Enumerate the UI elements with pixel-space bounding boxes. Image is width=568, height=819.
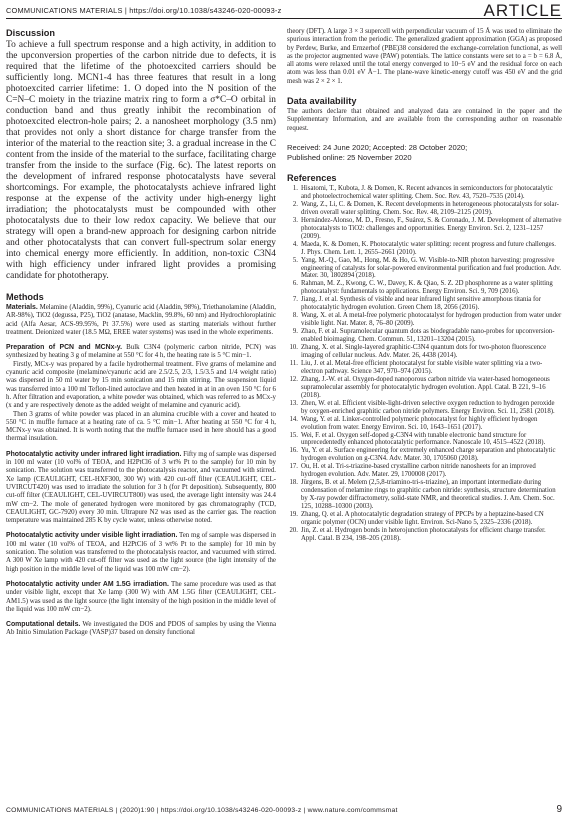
received-accepted-date: Received: 24 June 2020; Accepted: 28 October 2020; [287, 142, 468, 152]
reference-text: Wei, F. et al. Oxygen self-doped g-C3N4 with tunable electronic band structure for unprecedentedly enhanced photocatalytic performance. Nanoscale 10, 4515–4522 (2018). [301, 431, 546, 447]
reference-text: Rahman, M. Z., Kwong, C. W., Davey, K. & Qiao, S. Z. 2D phosphorene as a water splitting photocatalyst: fundamentals to applications. Energy Environ. Sci. 9, 709 (2016). [301, 280, 553, 296]
page-header [0, 0, 568, 24]
reference-number: 4. [292, 240, 298, 248]
reference-number: 8. [292, 312, 298, 320]
reference-item [287, 280, 562, 296]
header-rule [6, 18, 562, 19]
computational-title: Computational details. [6, 621, 81, 629]
reference-number: 14. [289, 415, 298, 423]
reference-item [287, 217, 562, 241]
reference-text: Wang, Y. et al. Linker-controlled polymeric photocatalyst for highly efficient hydrogen evolution from water. Energy Environ. Sci. 10, 1643–1651 (2017). [301, 415, 538, 431]
published-date: Published online: 25 November 2020 [287, 152, 412, 162]
reference-item [287, 201, 562, 217]
preparation-text: Bulk C3N4 (polymeric carbon nitride, PCN) was synthesized by heating 3 g of melamine at 550 °C for 4 h, the heating rate is 5 °C min−1. [6, 344, 276, 360]
reference-text: Yang, M.-Q., Gao, M., Hong, M. & Ho, G. W. Visible-to-NIR photon harvesting: progressive engineering of catalysts for solar-powered environmental purification and fuel production. Adv. Mater. 30, 1802894 (2018). [301, 256, 561, 280]
reference-item [287, 400, 562, 416]
reference-text: Jin, Z. et al. Hydrogen bonds in heterojunction photocatalysts for efficient charge transfer. Appl. Catal. B 234, 198–205 (2018). [301, 526, 546, 542]
reference-text: Wang, Z., Li, C. & Domen, K. Recent developments in heterogeneous photocatalysts for solar-driven overall water splitting. Chem. Soc. Rev. 48, 2109–2125 (2019). [301, 200, 559, 216]
discussion-text: To achieve a full spectrum response and a high activity, in addition to the upconversion properties of the carbon nitride due to defects, it is required that the lifetime of the photoexcited carriers should be sufficiently long. MCN1-4 has three features that result in a long photoexcited carrier lifetime: 1. O doped into the N position of the C=N–C moiety in the triazine matrix ring to form a σ*C–O orbital in conduction band and thus greatly inhibit the recombination of photoexcited electron-hole pairs; 2. a nanosheet morphology (3.5 nm) that provides not only a short distance for charge transfer from the interior of the material to the reaction site; 3. a gradual increase in the C content from the inside of the material to the surface, facilitating charge transfer from the inside to the surface (Fig. 6c). The latest reports on the development of infrared response photocatalysts have several shortcomings. For example, the photocatalysts achieve infrared light response at the expense of the activity under high-energy light irradiation; the photocatalysts must be compounded with other photocatalysts due to their low redox capacity. We believe that our strategy will open a brand-new approach for designing carbon nitride and other photocatalysts that can convert full-spectrum solar energy into chemical energy more efficiently. In addition, non-toxic C3N4 with high efficiency under infrared light provides a promising candidate for phototherapy. [6, 40, 276, 281]
reference-number: 1. [292, 184, 298, 192]
computational-paragraph [6, 621, 276, 638]
visible-activity-paragraph [6, 532, 276, 573]
reference-item [287, 185, 562, 201]
reference-text: Hernández-Alonso, M. D., Fresno, F., Suárez, S. & Coronado, J. M. Development of alternative photocatalysts to TiO2: challenges and opportunities. Energy Environ. Sci. 2, 1231–1257 (2009). [301, 216, 562, 240]
reference-text: Maeda, K. & Domen, K. Photocatalytic water splitting: recent progress and future challenges. J. Phys. Chem. Lett. 1, 2655–2661 (2010). [301, 240, 556, 256]
materials-title: Materials. [6, 304, 38, 311]
reference-item [287, 344, 562, 360]
reference-text: Hisatomi, T., Kubota, J. & Domen, K. Recent advances in semiconductors for photocatalytic and photoelectrochemical water splitting. Chem. Soc. Rev. 43, 7520–7535 (2014). [301, 184, 553, 200]
computational-text: We investigated the DOS and PDOS of samples by using the Vienna Ab Initio Simulation Package (VASP)37 based on density functional [6, 621, 277, 637]
reference-item [287, 257, 562, 281]
page-number: 9 [556, 804, 562, 815]
reference-number: 5. [292, 256, 298, 264]
discussion-heading: Discussion [6, 28, 56, 38]
reference-number: 19. [289, 511, 298, 519]
reference-item [287, 447, 562, 463]
materials-text: Melamine (Aladdin, 99%), Cyanuric acid (Aladdin, 98%), Triethanolamine (Aladdin, AR-98%), TiO2 (degussa, P25), TiO2 (anatase, Macklin, 99.8%, 60 nm) and Hydrochloroplatinic acid (Alfa Aesar, ACS-99.95%, Pt 37.5%) were used as starting materials without further treatment. Deionized water (18.5 MΩ, EREE water systems) was used in the whole experiments. [6, 304, 276, 336]
reference-text: Jürgens, B. et al. Melem (2,5,8-triamino-tri-s-triazine), an important intermediate during condensation of melamine rings to graphitic carbon nitride: synthesis, structure determination by X-ray powder diffractometry, solid-state NMR, and theoretical studies. J. Am. Chem. Soc. 125, 10288–10300 (2003). [301, 479, 556, 511]
article-label: ARTICLE [483, 1, 562, 20]
reference-number: 2. [292, 200, 298, 208]
preparation-paragraph [6, 344, 276, 444]
references-heading: References [287, 172, 337, 183]
reference-item [287, 527, 562, 543]
preparation-text-2: Firstly, MCx-y was prepared by a facile hydrothermal treatment. Five grams of melamine and cyanuric acid composite (melamine/cyanuric acid are 2.5/2.5, 2/3, 1.5/3.5 and 1/4 weight ratio) was dispersed in 50 ml water by 15 min sonication and 15 min stirring. The suspension liquid was transferred into a 100 ml Teflon-lined autoclave and then heated in at in an oven 150 °C for 6 h. After filtration and evaporation, a white powder was obtained, which was referred to as MCx-y (x and y are respectively denote as the added weight of melamine and cyanuric acid). [6, 360, 276, 410]
page-footer [6, 803, 562, 817]
journal-header: COMMUNICATIONS MATERIALS | https://doi.org/10.1038/s43246-020-00093-z [6, 6, 282, 15]
reference-number: 10. [289, 344, 298, 352]
reference-item [287, 376, 562, 400]
materials-paragraph [6, 304, 276, 337]
reference-text: Zhang, J.-W. et al. Oxygen-doped nanoporous carbon nitride via water-based homogeneous supramolecular assembly for photocatalytic hydrogen evolution. Appl. Catal. B 221, 9–16 (2018). [301, 375, 550, 399]
reference-text: Wang, X. et al. A metal-free polymeric photocatalyst for hydrogen production from water under visible light. Nat. Mater. 8, 76–80 (2009). [301, 312, 562, 328]
reference-number: 6. [292, 280, 298, 288]
reference-item [287, 463, 562, 479]
reference-item [287, 511, 562, 527]
reference-text: Zhang, X. et al. Single-layered graphitic-C3N4 quantum dots for two-photon fluorescence imaging of cellular nucleus. Adv. Mater. 26, 4438 (2014). [301, 344, 547, 359]
reference-item [287, 479, 562, 511]
reference-number: 11. [289, 359, 298, 367]
publication-dates [287, 143, 562, 163]
reference-text: Yu, Y. et al. Surface engineering for extremely enhanced charge separation and photocatalytic hydrogen evolution on g-C3N4. Adv. Mater. 30, 1705060 (2018). [301, 447, 556, 463]
reference-number: 3. [292, 216, 298, 224]
data-availability-heading: Data availability [287, 96, 357, 107]
footer-citation: COMMUNICATIONS MATERIALS | (2020)1:90 | https://doi.org/10.1038/s43246-020-00093-z | www.nature.com/commsmat [6, 807, 398, 814]
reference-number: 18. [289, 479, 298, 487]
infrared-activity-text: Fifty mg of sample was dispersed in 100 ml water (10 vol% of TEOA, and H2PtCl6 of 3 wt% Pt to the sample) for 10 min by sonication. The solution was transferred to the photocatalysis reactor, and vacuumed with stirred. Xe lamp (CEAULIGHT, CEL-HXF300, 300 W) with 420 cut-off filter (CEAULIGHT, CEL-UVIRCUT420) was used to irradiate the solution for 3 h (for Pt deposition). Subsequently, 800 cut-off filter (CEAULIGHT, CEL-UVIRCUT800) was used, the average light intensity was 24.4 mW cm−2. The mole of generated hydrogen were monitored by gas chromatography (TCD, CEAULIGHT, GC-7920) every 30 min. Ultrapure N2 was used as the carrier gas. The reaction temperature was maintained 285 K by cycle water, unless otherwise noted. [6, 450, 276, 525]
am15g-activity-text: The same procedure was used as that under visible light, except that Xe lamp (300 W) with AM 1.5G filter (CEAULIGHT, CEL-AM1.5) was used as the light source (the light intensity of the high position in the middle level of the liquid was 100 mW cm−2). [6, 580, 276, 613]
reference-number: 9. [292, 328, 298, 336]
reference-text: Liu, J. et al. Metal-free efficient photocatalyst for stable visible water splitting via a two-electron pathway. Science 347, 970–974 (2015). [301, 359, 543, 375]
reference-number: 13. [289, 399, 298, 407]
reference-list [287, 185, 562, 543]
visible-activity-title: Photocatalytic activity under visible light irradiation. [6, 532, 178, 540]
right-column [287, 28, 562, 543]
reference-text: Zhang, Q. et al. A photocatalytic degradation strategy of PPCPs by a heptazine-based CN organic polymer (OCN) under visible light. Environ. Sci-Nano 5, 2325–2336 (2018). [301, 511, 544, 526]
data-availability-text: The authors declare that obtained and analyzed data are contained in the paper and the Supplementary Information, and are available from the corresponding author on reasonable request. [287, 108, 562, 132]
reference-item [287, 328, 562, 344]
reference-number: 17. [289, 463, 298, 471]
methods-heading: Methods [6, 292, 44, 302]
reference-number: 20. [289, 526, 298, 534]
preparation-title: Preparation of PCN and MCNx-y. [6, 344, 122, 352]
reference-text: Zhao, F. et al. Supramolecular quantum dots as biodegradable nano-probes for upconversion-enabled bioimaging. Chem. Commun. 51, 13201–13204 (2015). [301, 328, 555, 344]
reference-item [287, 416, 562, 432]
reference-item [287, 432, 562, 448]
reference-item [287, 241, 562, 257]
infrared-activity-paragraph [6, 451, 276, 526]
infrared-activity-title: Photocatalytic activity under infrared light irradiation. [6, 450, 182, 458]
reference-item [287, 312, 562, 328]
reference-text: Ou, H. et al. Tri-s-triazine-based crystalline carbon nitride nanosheets for an improved hydrogen evolution. Adv. Mater. 29, 1700008 (2017). [301, 463, 536, 479]
reference-number: 7. [292, 296, 298, 304]
reference-text: Zhen, W. et al. Efficient visible-light-driven selective oxygen reduction to hydrogen peroxide by oxygen-enriched graphitic carbon nitride polymers. Energy Environ. Sci. 11, 2581 (2018). [301, 399, 555, 415]
visible-activity-text: Ten mg of sample was dispersed in 100 ml water (10 vol% of TEOA, and H2PtCl6 of 3 wt% Pt to the sample) for 10 min by sonication. The solution was transferred to the photocatalysis reactor, and vacuumed with stirred. A 300 W Xe lamp with 420 cut-off filter was used as the light source (the light intensity of the high position in the middle level of the liquid was 100 mW cm−2). [6, 532, 276, 573]
reference-number: 12. [289, 375, 298, 383]
preparation-text-3: Then 3 grams of white powder was placed in an alumina crucible with a cover and heated to 550 °C in muffle furnace at a heating rate of ca. 5 °C min−1. After heating at 550 °C for 4 h, MCNx-y was obtained. It is worth noting that the muffle furnace used in here should has a good thermal insulation. [6, 410, 276, 443]
reference-number: 15. [289, 431, 298, 439]
reference-item [287, 296, 562, 312]
am15g-activity-title: Photocatalytic activity under AM 1.5G irradiation. [6, 580, 169, 588]
reference-text: Jiang, J. et al. Synthesis of visible and near infrared light sensitive amorphous titania for photocatalytic hydrogen evolution. Green Chem 18, 2056 (2016). [301, 296, 541, 312]
am15g-activity-paragraph [6, 581, 276, 614]
computational-continued: theory (DFT). A large 3 × 3 supercell with perpendicular vacuum of 15 Å was used to eliminate the spurious interaction from the periodic. The generalized gradient approximation (GGA) as proposed by Perdew, Burke, and Ernzerhof (PBE)38 considered the exchange-correlation functional, as well as the projector augmented wave (PAW) potentials. The lattice constants were set to a = b = 6.8 Å, all atoms were relaxed until the total energy converged to 10−5 eV and the residual force on each atom was less than 0.01 eV Å−1. The plane-wave kinetic-energy cutoff was 450 eV and the grid mesh was 2 × 2 × 1. [287, 28, 562, 85]
reference-number: 16. [289, 447, 298, 455]
reference-item [287, 360, 562, 376]
left-column [6, 28, 276, 638]
